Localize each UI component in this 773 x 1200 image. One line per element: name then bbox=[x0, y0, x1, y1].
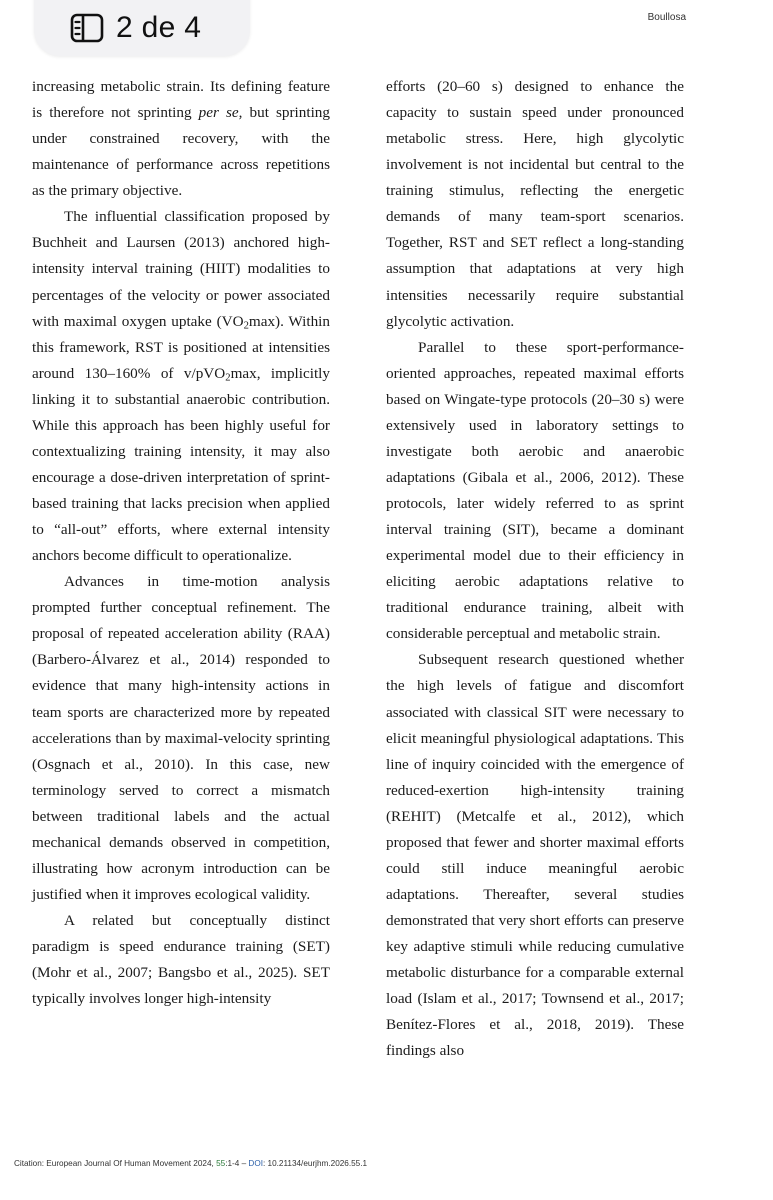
text-run: max). Within this framework, RST is positioned at intensities around 130–160% of v/pVO bbox=[32, 312, 331, 382]
text-run: A related but conceptually distinct paradigm is speed endurance training (SET) (Mohr et al., 2007; Bangsbo et al., 2025). SET typically involves longer high-intensity bbox=[32, 912, 330, 1008]
text-run: Subsequent research questioned whether the high levels of fatigue and discomfort associated with classical SIT were necessary to elicit meaningful physiological adaptations. This line of inquiry coincided with the emergence of reduced-exertion high-intensity training (REHIT) (Metcalfe et al., 2012), which proposed that fewer and shorter maximal efforts could still induce meaningful aerobic adaptations. Thereafter, several studies demonstrated that very short efforts can preserve key adaptive stimuli while reducing cumulative metabolic disturbance for a comparable external load (Islam et al., 2017; Townsend et al., 2017; Benítez-Flores et al., 2018, 2019). These findings also bbox=[386, 651, 684, 1060]
text-run: Parallel to these sport-performance-oriented approaches, repeated maximal efforts based on Wingate-type protocols (20–30 s) were extensively used in laboratory settings to investigate both aerobic and anaerobic adaptations (Gibala et al., 2006, 2012). These protocols, later widely referred to as sprint interval training (SIT), became a dominant experimental model due to their efficiency in eliciting aerobic adaptations relative to traditional endurance training, albeit with considerable perceptual and metabolic strain. bbox=[386, 338, 684, 643]
italic-text: per se bbox=[198, 104, 239, 122]
text-run: The influential classification proposed by Buchheit and Laursen (2013) anchored high-intensity interval training (HIIT) modalities to percentages of the velocity or power associated with maximal oxygen uptake (VO bbox=[32, 208, 330, 330]
left-column bbox=[32, 74, 330, 1012]
text-run: Advances in time-motion analysis prompted further conceptual refinement. The proposal of repeated acceleration ability (RAA) (Barbero-Álvarez et al., 2014) responded to evidence that many high-intensity actions in team sports are characterized more by repeated accelerations than by maximal-velocity sprinting (Osgnach et al., 2010). In this case, new terminology served to correct a mismatch between traditional labels and the actual mechanical demands observed in competition, illustrating how acronym introduction can be justified when it improves ecological validity. bbox=[32, 573, 330, 903]
citation-pages: :1-4 – bbox=[225, 1159, 249, 1168]
running-head: Boullosa bbox=[647, 12, 686, 23]
doi-value[interactable]: : 10.21134/eurjhm.2026.55.1 bbox=[262, 1159, 368, 1168]
text-run: efforts (20–60 s) designed to enhance the capacity to sustain speed under pronounced metabolic stress. Here, high glycolytic involvement is not incidental but central to the training stimulus, reflecting the energetic demands of many team-sport scenarios. Together, RST and SET reflect a long-standing assumption that adaptations at very high intensities necessarily require substantial glycolytic activation. bbox=[386, 78, 684, 330]
text-run: max, implicitly linking it to substantial anaerobic contribution. While this approach has been highly useful for contextualizing training intensity, it may also encourage a dose-driven interpretation of sprint-based training that lacks precision when applied to “all-out” efforts, where external intensity anchors become difficult to operationalize. bbox=[32, 364, 330, 565]
subscript: 2 bbox=[225, 372, 231, 384]
paragraph-r3 bbox=[386, 647, 684, 1064]
page-indicator-pill[interactable] bbox=[34, 0, 250, 56]
citation-volume[interactable]: 55 bbox=[216, 1159, 226, 1168]
citation-prefix: Citation: European Journal Of Human Movement 2024, bbox=[14, 1159, 217, 1168]
reader-pages-icon bbox=[70, 13, 104, 43]
paragraph-l1 bbox=[32, 74, 330, 204]
doi-label: DOI bbox=[248, 1159, 263, 1168]
text-run: increasing metabolic strain. Its defining feature is therefore not sprinting bbox=[32, 78, 330, 122]
paragraph-l4 bbox=[32, 908, 330, 1012]
right-column bbox=[386, 74, 684, 1064]
subscript: 2 bbox=[243, 320, 249, 332]
paragraph-l3 bbox=[32, 569, 330, 908]
paragraph-l2 bbox=[32, 204, 330, 569]
text-run: , but sprinting under constrained recovery, with the maintenance of performance across repetitions as the primary objective. bbox=[32, 104, 330, 200]
page-indicator-text: 2 de 4 bbox=[116, 11, 202, 44]
footer-citation bbox=[14, 1159, 367, 1168]
paragraph-r1 bbox=[386, 74, 684, 335]
paragraph-r2 bbox=[386, 335, 684, 648]
